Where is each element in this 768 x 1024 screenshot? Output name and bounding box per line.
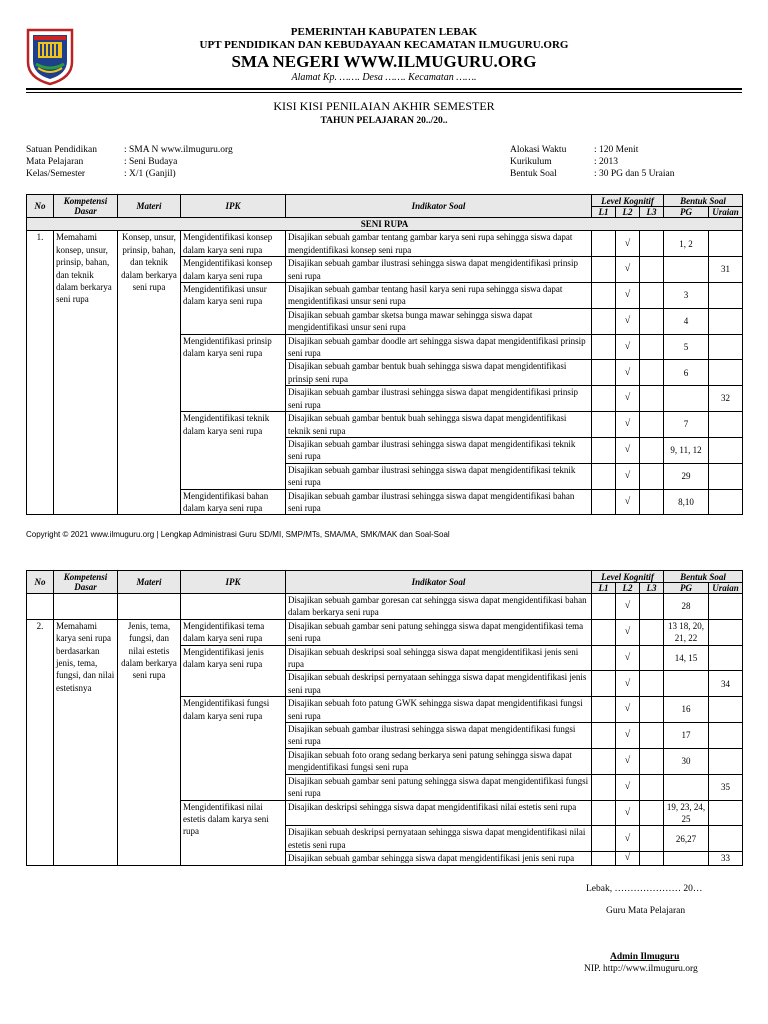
uraian-number: [709, 619, 743, 645]
check-mark: √: [616, 774, 640, 800]
indikator-text: Disajikan sebuah gambar ilustrasi sehingga siswa dapat mengidentifikasi teknik seni rupa: [286, 463, 592, 489]
pg-number: 29: [664, 463, 709, 489]
col-l3: L3: [640, 583, 664, 594]
uraian-number: [709, 723, 743, 749]
pg-number: [664, 671, 709, 697]
info-left: [26, 144, 233, 180]
check-mark: √: [616, 308, 640, 334]
ipk-text: Mengidentifikasi bahan dalam karya seni rupa: [181, 489, 286, 515]
col-uraian: Uraian: [709, 583, 743, 594]
check-mark: √: [616, 463, 640, 489]
ipk-text: Mengidentifikasi tema dalam karya seni rupa: [181, 619, 286, 645]
uraian-number: [709, 412, 743, 438]
header-line-2: UPT PENDIDIKAN DAN KEBUDAYAAN KECAMATAN ILMUGURU.ORG: [199, 39, 569, 51]
header-line-1: PEMERINTAH KABUPATEN LEBAK: [290, 26, 478, 38]
pg-number: 14, 15: [664, 645, 709, 671]
school-address: Alamat Kp. ……. Desa ……. Kecamatan …….: [291, 72, 477, 83]
col-materi: Materi: [118, 571, 181, 594]
indikator-text: Disajikan sebuah gambar seni patung sehingga siswa dapat mengidentifikasi tema seni rupa: [286, 619, 592, 645]
indikator-text: Disajikan sebuah deskripsi pernyataan sehingga siswa dapat mengidentifikasi jenis seni rupa: [286, 671, 592, 697]
col-materi: Materi: [118, 195, 181, 218]
pg-number: 28: [664, 594, 709, 620]
info-value: : X/1 (Ganjil): [124, 169, 176, 179]
ipk-text: Mengidentifikasi nilai estetis dalam karya seni rupa: [181, 800, 286, 865]
section-title: SENI RUPA: [27, 218, 743, 231]
pg-number: [664, 852, 709, 865]
uraian-number: [709, 437, 743, 463]
info-label: Kurikulum: [510, 157, 552, 167]
letterhead-divider: [26, 88, 742, 93]
pg-number: 9, 11, 12: [664, 437, 709, 463]
ipk-text: Mengidentifikasi konsep dalam karya seni rupa: [181, 257, 286, 283]
pg-number: 26,27: [664, 826, 709, 852]
pg-number: 1, 2: [664, 231, 709, 257]
info-value: : 2013: [594, 157, 619, 167]
col-uraian: Uraian: [709, 207, 743, 218]
pg-number: 3: [664, 283, 709, 309]
indikator-text: Disajikan sebuah gambar sketsa bunga mawar sehingga siswa dapat mengidentifikasi unsur seni rupa: [286, 308, 592, 334]
info-label: Satuan Pendidikan: [26, 145, 97, 155]
uraian-number: [709, 334, 743, 360]
check-mark: √: [616, 852, 640, 865]
pg-number: 4: [664, 308, 709, 334]
ipk-text: Mengidentifikasi fungsi dalam karya seni rupa: [181, 697, 286, 800]
ipk-text: Mengidentifikasi teknik dalam karya seni rupa: [181, 412, 286, 489]
uraian-number: [709, 489, 743, 515]
indikator-text: Disajikan sebuah gambar sehingga siswa dapat mengidentifikasi jenis seni rupa: [286, 852, 592, 865]
check-mark: √: [616, 619, 640, 645]
info-value: : SMA N www.ilmuguru.org: [124, 145, 233, 155]
uraian-number: [709, 800, 743, 826]
col-no: No: [27, 571, 54, 594]
check-mark: √: [616, 697, 640, 723]
signer-name: Admin Ilmuguru: [610, 952, 680, 962]
academic-year: TAHUN PELAJARAN 20../20..: [320, 116, 448, 126]
check-mark: √: [616, 231, 640, 257]
place-date: Lebak, ………………… 20…: [586, 884, 703, 894]
uraian-number: [709, 283, 743, 309]
pg-number: 7: [664, 412, 709, 438]
ipk-text: Mengidentifikasi konsep dalam karya seni rupa: [181, 231, 286, 257]
pg-number: 5: [664, 334, 709, 360]
uraian-number: 32: [709, 386, 743, 412]
indikator-text: Disajikan sebuah deskripsi soal sehingga siswa dapat mengidentifikasi jenis seni rupa: [286, 645, 592, 671]
document-title: KISI KISI PENILAIAN AKHIR SEMESTER: [273, 99, 495, 113]
uraian-number: [709, 645, 743, 671]
pg-number: 16: [664, 697, 709, 723]
check-mark: √: [616, 826, 640, 852]
col-l2: L2: [616, 207, 640, 218]
signer-role: Guru Mata Pelajaran: [606, 906, 686, 916]
kd-text: Memahami konsep, unsur, prinsip, bahan, dan teknik dalam berkarya seni rupa: [54, 231, 118, 515]
indikator-text: Disajikan sebuah gambar ilustrasi sehingga siswa dapat mengidentifikasi teknik seni rupa: [286, 437, 592, 463]
ipk-text: Mengidentifikasi prinsip dalam karya seni rupa: [181, 334, 286, 411]
kd-number: 1.: [27, 231, 54, 515]
materi-text: Konsep, unsur, prinsip, bahan, dan teknik dalam berkarya seni rupa: [118, 231, 181, 515]
indikator-text: Disajikan sebuah gambar tentang gambar karya seni rupa sehingga siswa dapat mengidentifikasi konsep seni rupa: [286, 231, 592, 257]
pg-number: 8,10: [664, 489, 709, 515]
col-level: Level Kognitif: [592, 571, 664, 583]
col-level: Level Kognitif: [592, 195, 664, 207]
indikator-text: Disajikan sebuah gambar ilustrasi sehingga siswa dapat mengidentifikasi prinsip seni rupa: [286, 257, 592, 283]
check-mark: √: [616, 386, 640, 412]
kisi-table-1: [26, 194, 743, 515]
indikator-text: Disajikan sebuah deskripsi pernyataan sehingga siswa dapat mengidentifikasi nilai estetis seni rupa: [286, 826, 592, 852]
col-bentuk: Bentuk Soal: [664, 571, 743, 583]
check-mark: √: [616, 645, 640, 671]
indikator-text: Disajikan sebuah gambar ilustrasi sehingga siswa dapat mengidentifikasi fungsi seni rupa: [286, 723, 592, 749]
check-mark: √: [616, 283, 640, 309]
check-mark: √: [616, 748, 640, 774]
pg-number: [664, 774, 709, 800]
indikator-text: Disajikan sebuah foto patung GWK sehingga siswa dapat mengidentifikasi fungsi seni rupa: [286, 697, 592, 723]
col-l2: L2: [616, 583, 640, 594]
uraian-number: 31: [709, 257, 743, 283]
info-value: : 30 PG dan 5 Uraian: [594, 169, 675, 179]
check-mark: √: [616, 723, 640, 749]
check-mark: √: [616, 489, 640, 515]
uraian-number: [709, 697, 743, 723]
col-kd: Kompetensi Dasar: [54, 195, 118, 218]
check-mark: √: [616, 437, 640, 463]
pg-number: 17: [664, 723, 709, 749]
indikator-text: Disajikan sebuah gambar doodle art sehingga siswa dapat mengidentifikasi prinsip seni rupa: [286, 334, 592, 360]
uraian-number: [709, 826, 743, 852]
uraian-number: [709, 231, 743, 257]
col-pg: PG: [664, 583, 709, 594]
check-mark: √: [616, 412, 640, 438]
check-mark: √: [616, 257, 640, 283]
info-label: Bentuk Soal: [510, 169, 557, 179]
indikator-text: Disajikan sebuah gambar bentuk buah sehingga siswa dapat mengidentifikasi prinsip seni rupa: [286, 360, 592, 386]
pg-number: 13 18, 20, 21, 22: [664, 619, 709, 645]
pg-number: [664, 257, 709, 283]
col-indikator: Indikator Soal: [286, 195, 592, 218]
info-value: : Seni Budaya: [124, 157, 178, 167]
pg-number: 30: [664, 748, 709, 774]
copyright-footer: Copyright © 2021 www.ilmuguru.org | Lengkap Administrasi Guru SD/MI, SMP/MTs, SMA/MA, SMK/MAK dan Soal-Soal: [26, 530, 450, 539]
kisi-table-2: [26, 570, 743, 866]
uraian-number: [709, 308, 743, 334]
check-mark: √: [616, 334, 640, 360]
uraian-number: 34: [709, 671, 743, 697]
col-indikator: Indikator Soal: [286, 571, 592, 594]
col-l1: L1: [592, 583, 616, 594]
info-label: Kelas/Semester: [26, 169, 86, 179]
indikator-text: Disajikan deskripsi sehingga siswa dapat mengidentifikasi nilai estetis seni rupa: [286, 800, 592, 826]
indikator-text: Disajikan sebuah gambar tentang hasil karya seni rupa sehingga siswa dapat mengidentifikasi unsur seni rupa: [286, 283, 592, 309]
kd-text: Memahami karya seni rupa berdasarkan jenis, tema, fungsi, dan nilai estetisnya: [54, 619, 118, 865]
info-value: : 120 Menit: [594, 145, 639, 155]
indikator-text: Disajikan sebuah gambar goresan cat sehingga siswa dapat mengidentifikasi bahan dalam berkarya seni rupa: [286, 594, 592, 620]
uraian-number: [709, 360, 743, 386]
col-l1: L1: [592, 207, 616, 218]
indikator-text: Disajikan sebuah gambar seni patung sehingga siswa dapat mengidentifikasi fungsi seni rupa: [286, 774, 592, 800]
indikator-text: Disajikan sebuah gambar ilustrasi sehingga siswa dapat mengidentifikasi bahan seni rupa: [286, 489, 592, 515]
info-right: [510, 144, 674, 180]
uraian-number: [709, 463, 743, 489]
ipk-text: Mengidentifikasi jenis dalam karya seni rupa: [181, 645, 286, 697]
pg-number: 19, 23, 24, 25: [664, 800, 709, 826]
info-label: Alokasi Waktu: [510, 145, 567, 155]
col-ipk: IPK: [181, 571, 286, 594]
uraian-number: 33: [709, 852, 743, 865]
check-mark: √: [616, 360, 640, 386]
school-name: SMA NEGERI WWW.ILMUGURU.ORG: [231, 52, 537, 71]
kd-number: 2.: [27, 619, 54, 865]
indikator-text: Disajikan sebuah gambar ilustrasi sehingga siswa dapat mengidentifikasi prinsip seni rupa: [286, 386, 592, 412]
ipk-text: Mengidentifikasi unsur dalam karya seni rupa: [181, 283, 286, 335]
uraian-number: [709, 594, 743, 620]
col-ipk: IPK: [181, 195, 286, 218]
col-kd: Kompetensi Dasar: [54, 571, 118, 594]
col-l3: L3: [640, 207, 664, 218]
info-label: Mata Pelajaran: [26, 157, 84, 167]
col-no: No: [27, 195, 54, 218]
pg-number: 6: [664, 360, 709, 386]
check-mark: √: [616, 800, 640, 826]
indikator-text: Disajikan sebuah gambar bentuk buah sehingga siswa dapat mengidentifikasi teknik seni rupa: [286, 412, 592, 438]
col-pg: PG: [664, 207, 709, 218]
col-bentuk: Bentuk Soal: [664, 195, 743, 207]
check-mark: √: [616, 594, 640, 620]
check-mark: √: [616, 671, 640, 697]
indikator-text: Disajikan sebuah foto orang sedang berkarya seni patung sehingga siswa dapat mengidentifikasi fungsi seni rupa: [286, 748, 592, 774]
uraian-number: 35: [709, 774, 743, 800]
signer-nip: NIP. http://www.ilmuguru.org: [584, 964, 698, 974]
materi-text: Jenis, tema, fungsi, dan nilai estetis dalam berkarya seni rupa: [118, 619, 181, 865]
uraian-number: [709, 748, 743, 774]
pg-number: [664, 386, 709, 412]
